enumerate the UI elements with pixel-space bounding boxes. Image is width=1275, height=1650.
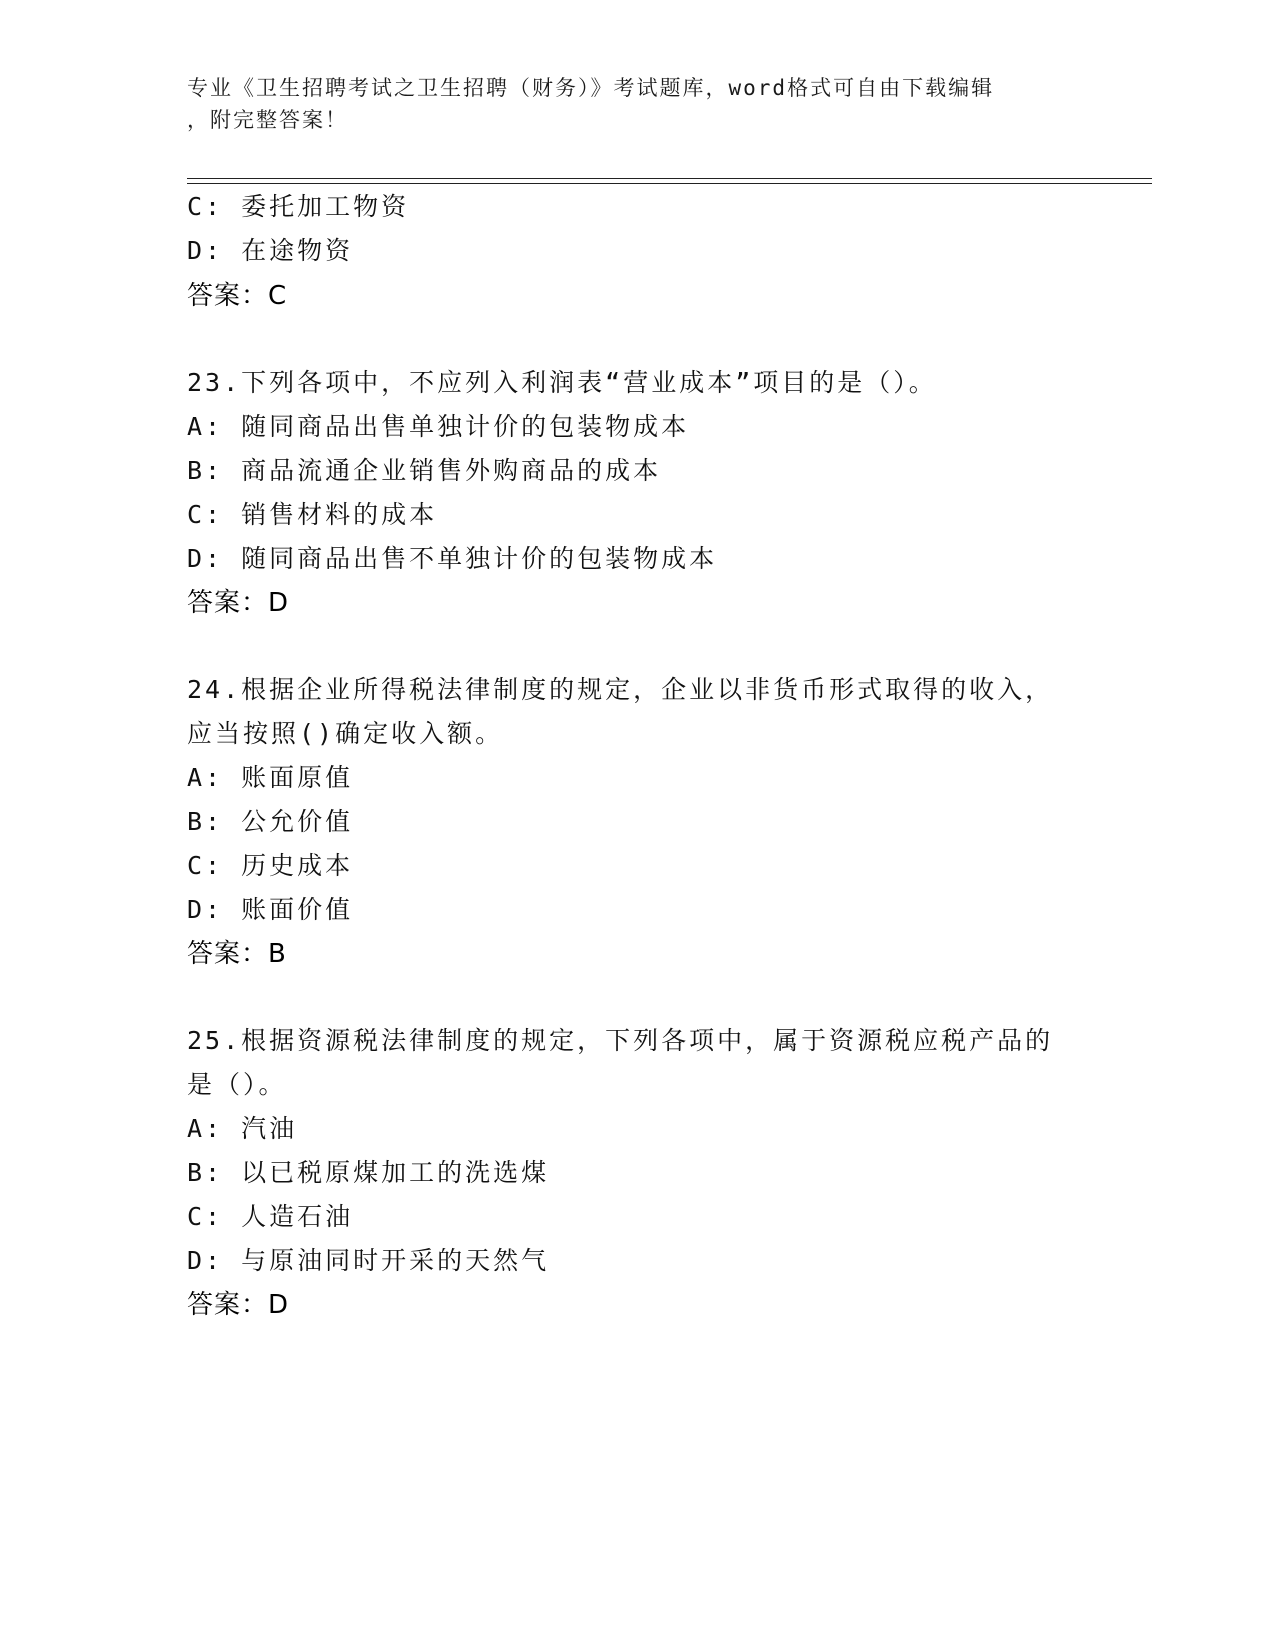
header-divider-bottom	[187, 183, 1152, 184]
q25-stem-line-2: 是（）。	[187, 1070, 287, 1099]
q25-option-a: A: 汽油	[187, 1114, 298, 1143]
document-header	[187, 72, 1087, 136]
q23-option-c: C: 销售材料的成本	[187, 500, 438, 529]
q23-option-a: A: 随同商品出售单独计价的包装物成本	[187, 412, 690, 441]
prev-option-d: D: 在途物资	[187, 236, 354, 265]
header-line-2: ，附完整答案！	[187, 108, 348, 132]
prev-answer: 答案：C	[187, 281, 288, 311]
header-line-1: 专业《卫生招聘考试之卫生招聘（财务）》考试题库，word格式可自由下载编辑	[187, 76, 995, 100]
q25-option-d: D: 与原油同时开采的天然气	[187, 1246, 550, 1275]
q23-option-b: B: 商品流通企业销售外购商品的成本	[187, 456, 662, 485]
q24-option-b: B: 公允价值	[187, 807, 354, 836]
q25-option-b: B: 以已税原煤加工的洗选煤	[187, 1158, 550, 1187]
header-divider-top	[187, 178, 1152, 179]
prev-option-c: C: 委托加工物资	[187, 192, 410, 221]
q24-option-c: C: 历史成本	[187, 851, 354, 880]
q25-stem-line-1: 25.根据资源税法律制度的规定，下列各项中，属于资源税应税产品的	[187, 1026, 1054, 1055]
q24-stem-line-1: 24.根据企业所得税法律制度的规定，企业以非货币形式取得的收入，	[187, 675, 1054, 704]
q23-option-d: D: 随同商品出售不单独计价的包装物成本	[187, 544, 718, 573]
q24-option-a: A: 账面原值	[187, 763, 354, 792]
q23-answer: 答案：D	[187, 588, 290, 618]
q25-option-c: C: 人造石油	[187, 1202, 354, 1231]
q24-stem-line-2: 应当按照()确定收入额。	[187, 719, 504, 748]
q25-answer: 答案：D	[187, 1290, 290, 1320]
q24-option-d: D: 账面价值	[187, 895, 354, 924]
q24-answer: 答案：B	[187, 939, 287, 969]
q23-stem: 23.下列各项中，不应列入利润表“营业成本”项目的是（）。	[187, 368, 937, 397]
